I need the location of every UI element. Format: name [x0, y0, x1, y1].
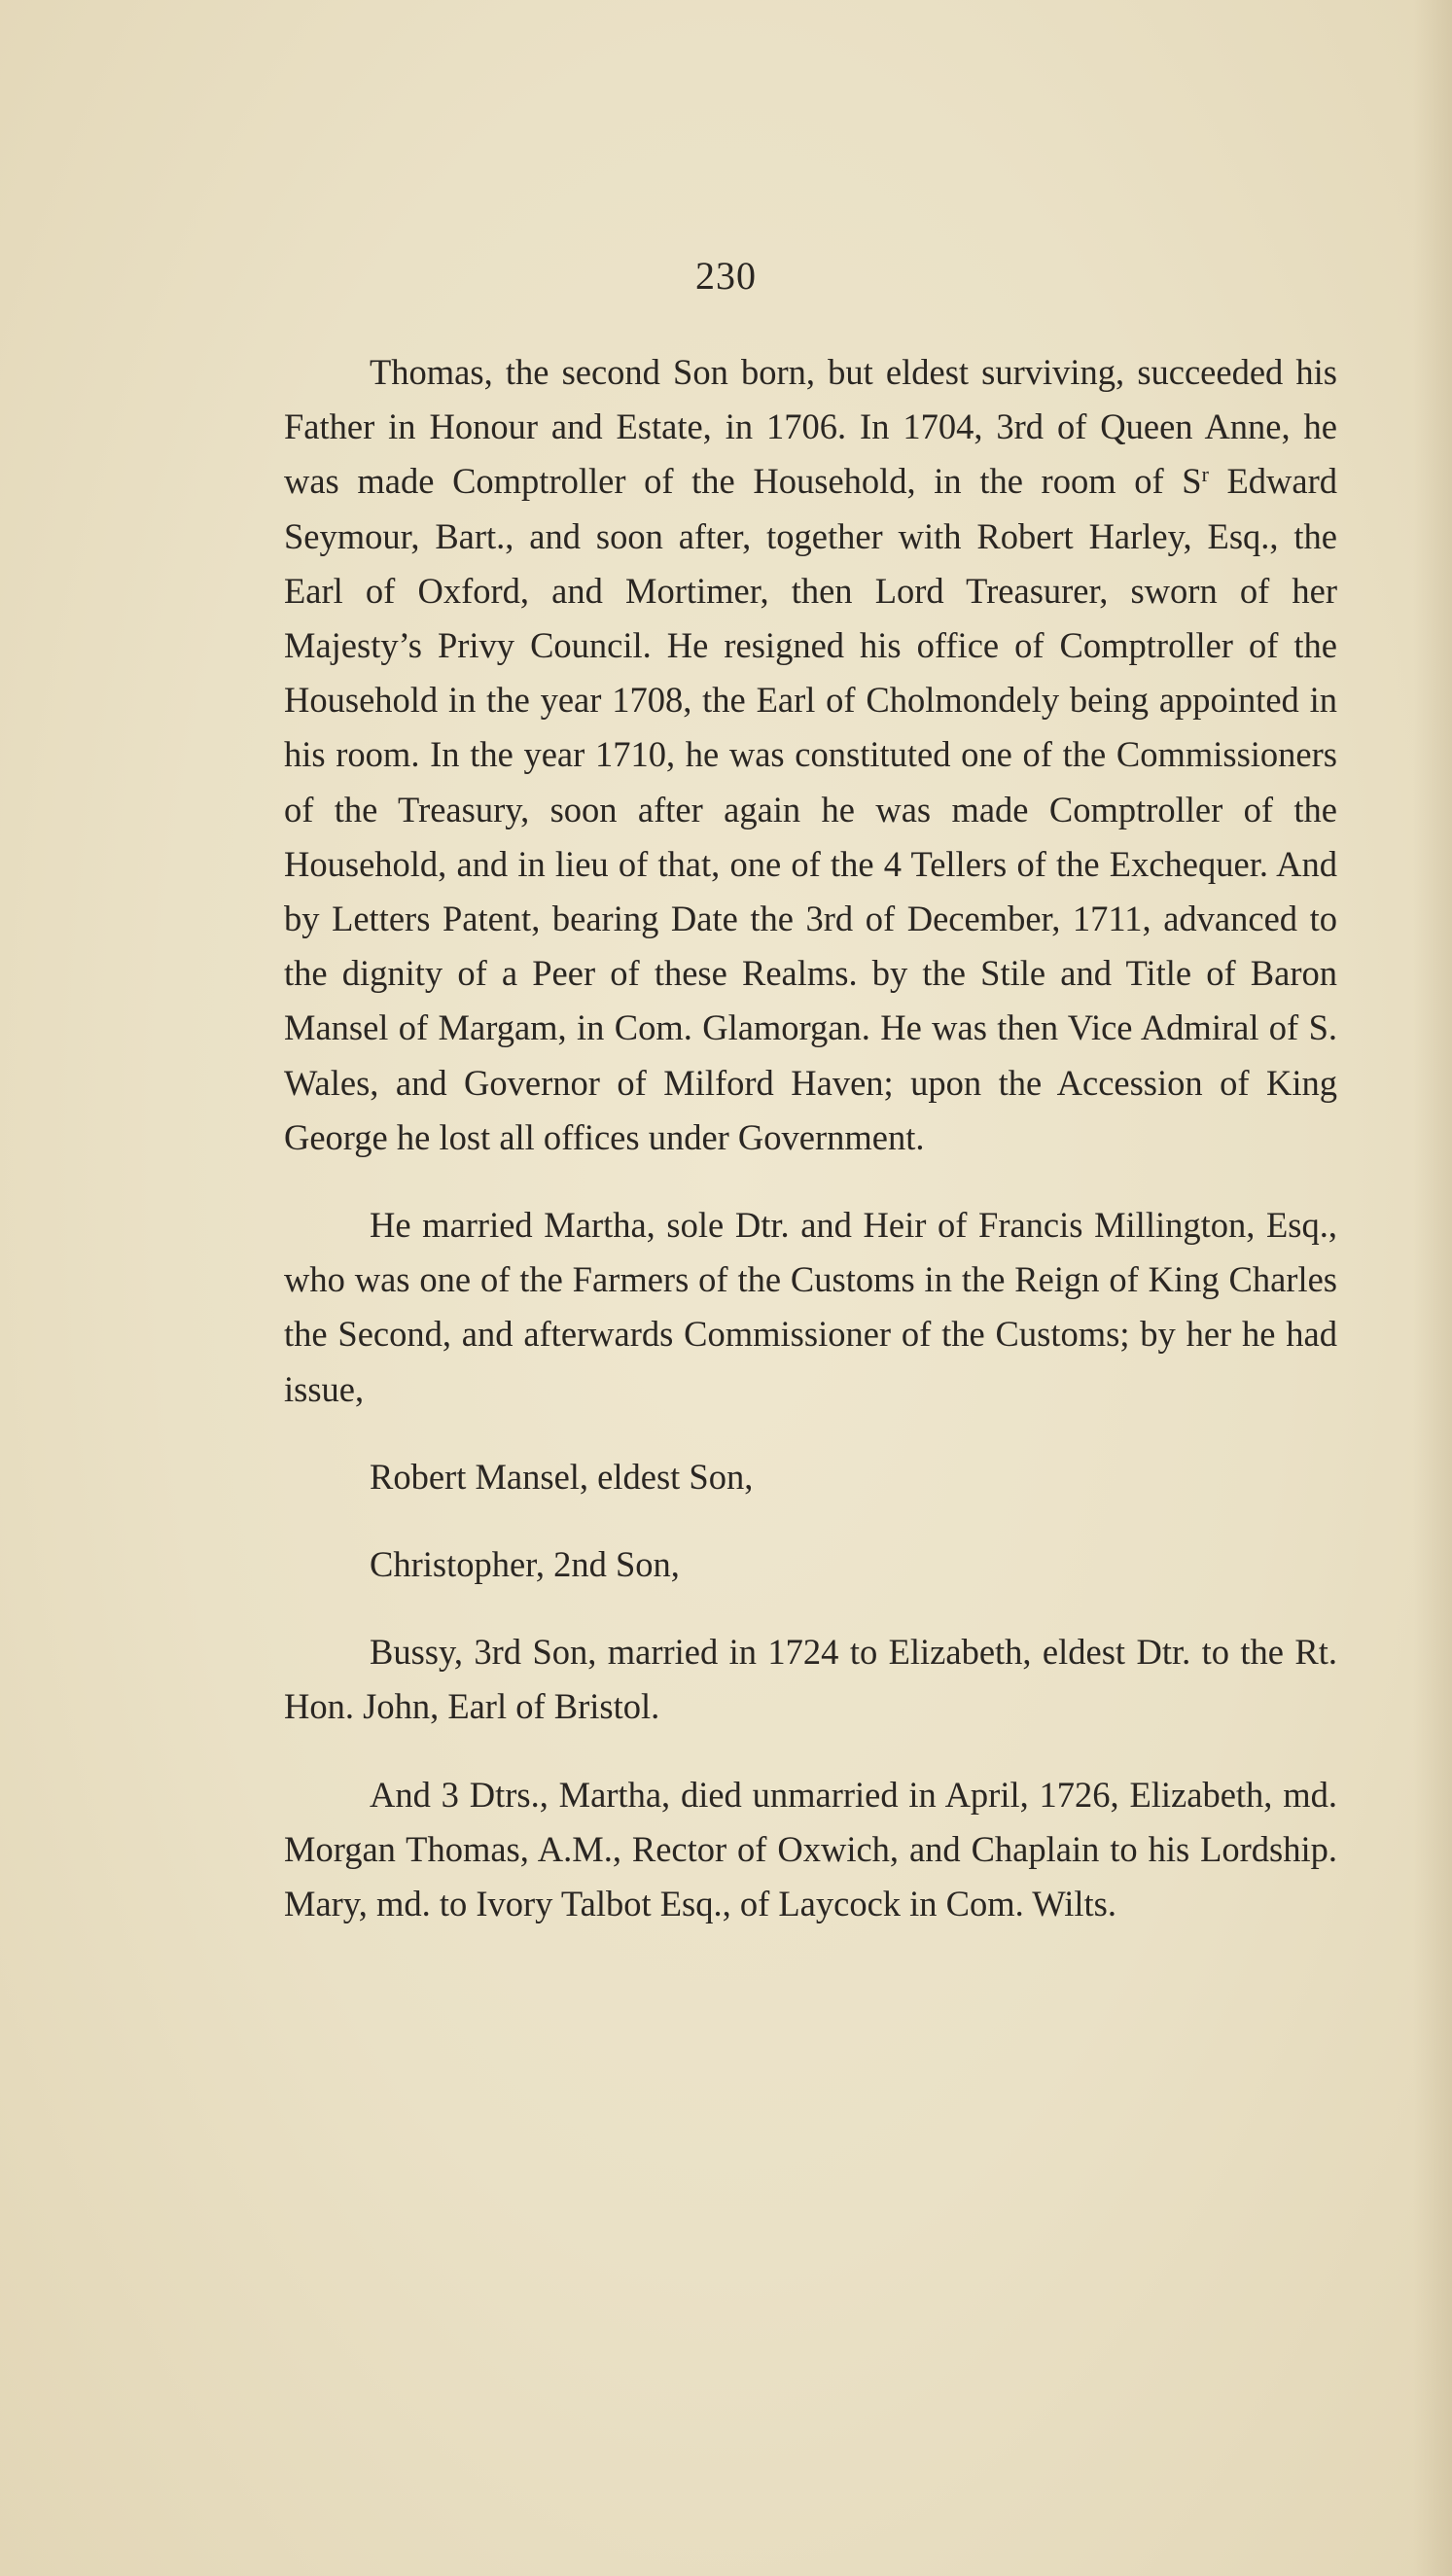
paragraph-text: Edward Seymour, Bart., and soon after, together with Robert Harley, Esq., the Earl of Oxford, and Mortimer, then Lord Treasurer, sworn of her Majesty’s Privy Council. He resigned his office of Comptroller of the Household in the year 1708, the Earl of Cholmondely being appointed in his room. In the year 1710, he was constituted one of the Commissioners of the Treasury, soon after again he was made Comptroller of the Household, and in lieu of that, one of the 4 Tellers of the Exchequer. And by Letters Patent, bearing Date the 3rd of December, 1711, advanced to the dignity of a Peer of these Realms. by the Stile and Title of Baron Mansel of Margam, in Com. Glamorgan. He was then Vice Admiral of S. Wales, and Governor of Milford Haven; upon the Accession of King George he lost all offices under Government. [284, 461, 1338, 1157]
superscript: r [1201, 462, 1209, 487]
paragraph-marriage: He married Martha, sole Dtr. and Heir of Francis Millington, Esq., who was one of the Farmers of the Customs in the Reign of King Charles the Second, and afterwards Commissioner of the Customs; by her he had issue, [284, 1205, 1337, 1409]
paragraph-thomas-biography [284, 345, 1337, 1165]
paragraph-text: Thomas, the second Son born, but eldest surviving, succeeded his Father in Honour and Estate, in 1706. In 1704, 3rd of Queen Anne, he was made Comptroller of the Household, in the room of S [284, 352, 1337, 502]
paragraph-christopher: Christopher, 2nd Son, [370, 1544, 680, 1585]
paragraph-bussy: Bussy, 3rd Son, married in 1724 to Elizabeth, eldest Dtr. to the Rt. Hon. John, Earl of Bristol. [284, 1632, 1337, 1727]
page-number: 230 [695, 254, 757, 298]
body-text [284, 345, 1337, 1957]
page-edge-shadow [1413, 0, 1452, 2576]
paragraph-daughters: And 3 Dtrs., Martha, died unmarried in April, 1726, Elizabeth, md. Morgan Thomas, A.M., Rector of Oxwich, and Chaplain to his Lordship. Mary, md. to Ivory Talbot Esq., of Laycock in Com. Wilts. [284, 1774, 1337, 1924]
paragraph-robert: Robert Mansel, eldest Son, [370, 1456, 754, 1497]
